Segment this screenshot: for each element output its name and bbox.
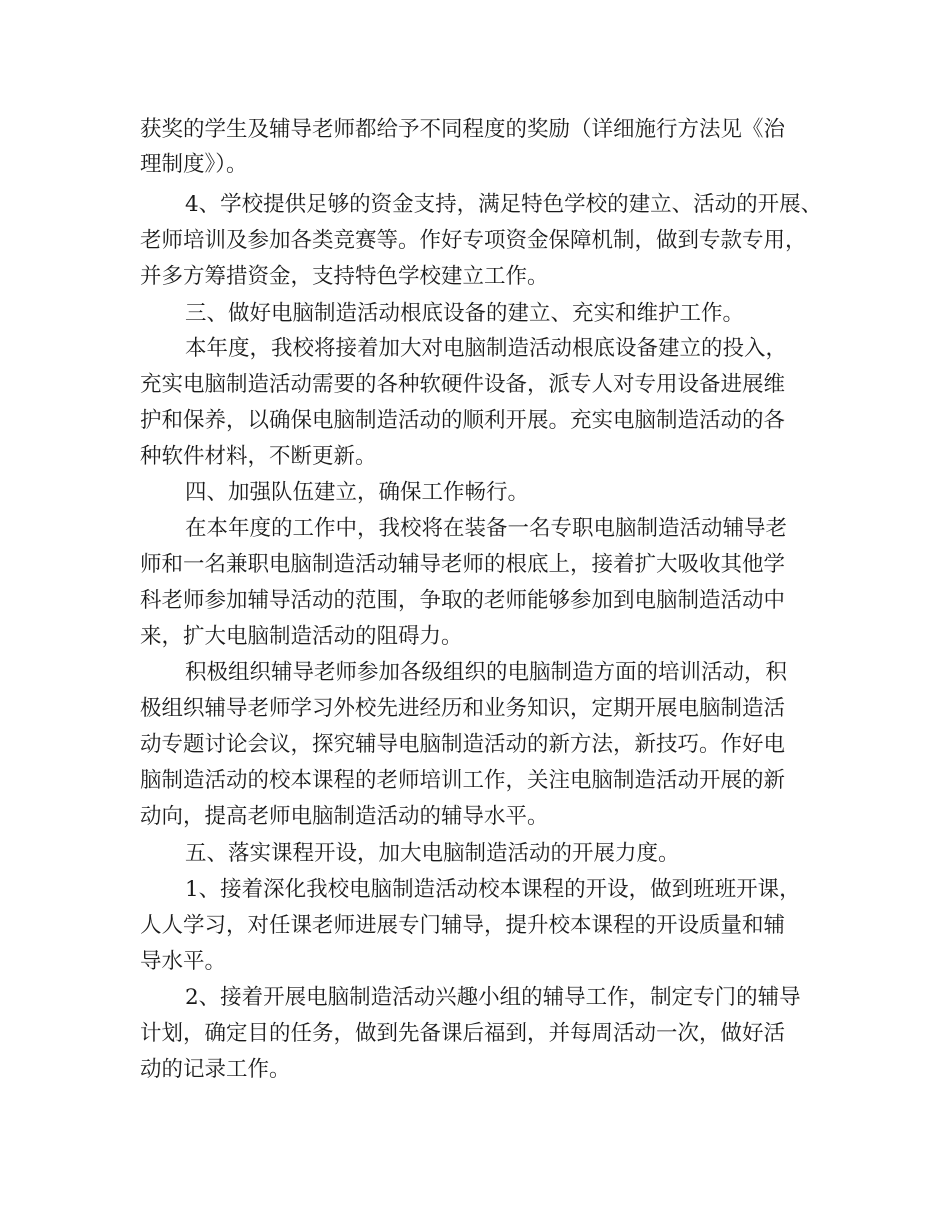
text-line: 计划，确定目的任务，做到先备课后福到，并每周活动一次，做好活 <box>140 1021 786 1046</box>
text-line: 动专题讨论会议，探究辅导电脑制造活动的新方法，新技巧。作好电 <box>140 732 786 757</box>
text-line: 种软件材料，不断更新。 <box>140 444 377 469</box>
text-line: 导水平。 <box>140 949 227 974</box>
section-heading: 四、加强队伍建立，确保工作畅行。 <box>185 480 530 505</box>
text-line: 在本年度的工作中，我校将在装备一名专职电脑制造活动辅导老 <box>185 516 788 541</box>
text-line: 充实电脑制造活动需要的各种软硬件设备，派专人对专用设备进展维 <box>140 372 786 397</box>
section-heading: 五、落实课程开设，加大电脑制造活动的开展力度。 <box>185 841 680 866</box>
text-line: 2、接着开展电脑制造活动兴趣小组的辅导工作，制定专门的辅导 <box>185 985 801 1010</box>
text-line: 1、接着深化我校电脑制造活动校本课程的开设，做到班班开课， <box>185 877 801 902</box>
text-line: 脑制造活动的校本课程的老师培训工作，关注电脑制造活动开展的新 <box>140 768 786 793</box>
text-line: 本年度，我校将接着加大对电脑制造活动根底设备建立的投入， <box>185 336 788 361</box>
text-line: 动的记录工作。 <box>140 1057 291 1082</box>
text-line: 4、学校提供足够的资金支持，满足特色学校的建立、活动的开展、 <box>185 192 823 217</box>
section-heading: 三、做好电脑制造活动根底设备的建立、充实和维护工作。 <box>185 301 745 326</box>
text-line: 获奖的学生及辅导老师都给予不同程度的奖励（详细施行方法见《治 <box>140 117 786 142</box>
text-line: 动向，提高老师电脑制造活动的辅导水平。 <box>140 804 549 829</box>
text-line: 科老师参加辅导活动的范围，争取的老师能够参加到电脑制造活动中 <box>140 588 786 613</box>
text-line: 护和保养，以确保电脑制造活动的顺利开展。充实电脑制造活动的各 <box>140 408 786 433</box>
text-line: 积极组织辅导老师参加各级组织的电脑制造方面的培训活动，积 <box>185 660 788 685</box>
text-line: 老师培训及参加各类竞赛等。作好专项资金保障机制，做到专款专用， <box>140 228 807 253</box>
text-line: 师和一名兼职电脑制造活动辅导老师的根底上，接着扩大吸收其他学 <box>140 552 786 577</box>
text-line: 来，扩大电脑制造活动的阻碍力。 <box>140 624 463 649</box>
text-line: 并多方筹措资金，支持特色学校建立工作。 <box>140 264 549 289</box>
text-line: 极组织辅导老师学习外校先进经历和业务知识，定期开展电脑制造活 <box>140 696 786 721</box>
text-line: 人人学习，对任课老师进展专门辅导，提升校本课程的开设质量和辅 <box>140 913 786 938</box>
text-line: 理制度》）。 <box>140 152 248 177</box>
